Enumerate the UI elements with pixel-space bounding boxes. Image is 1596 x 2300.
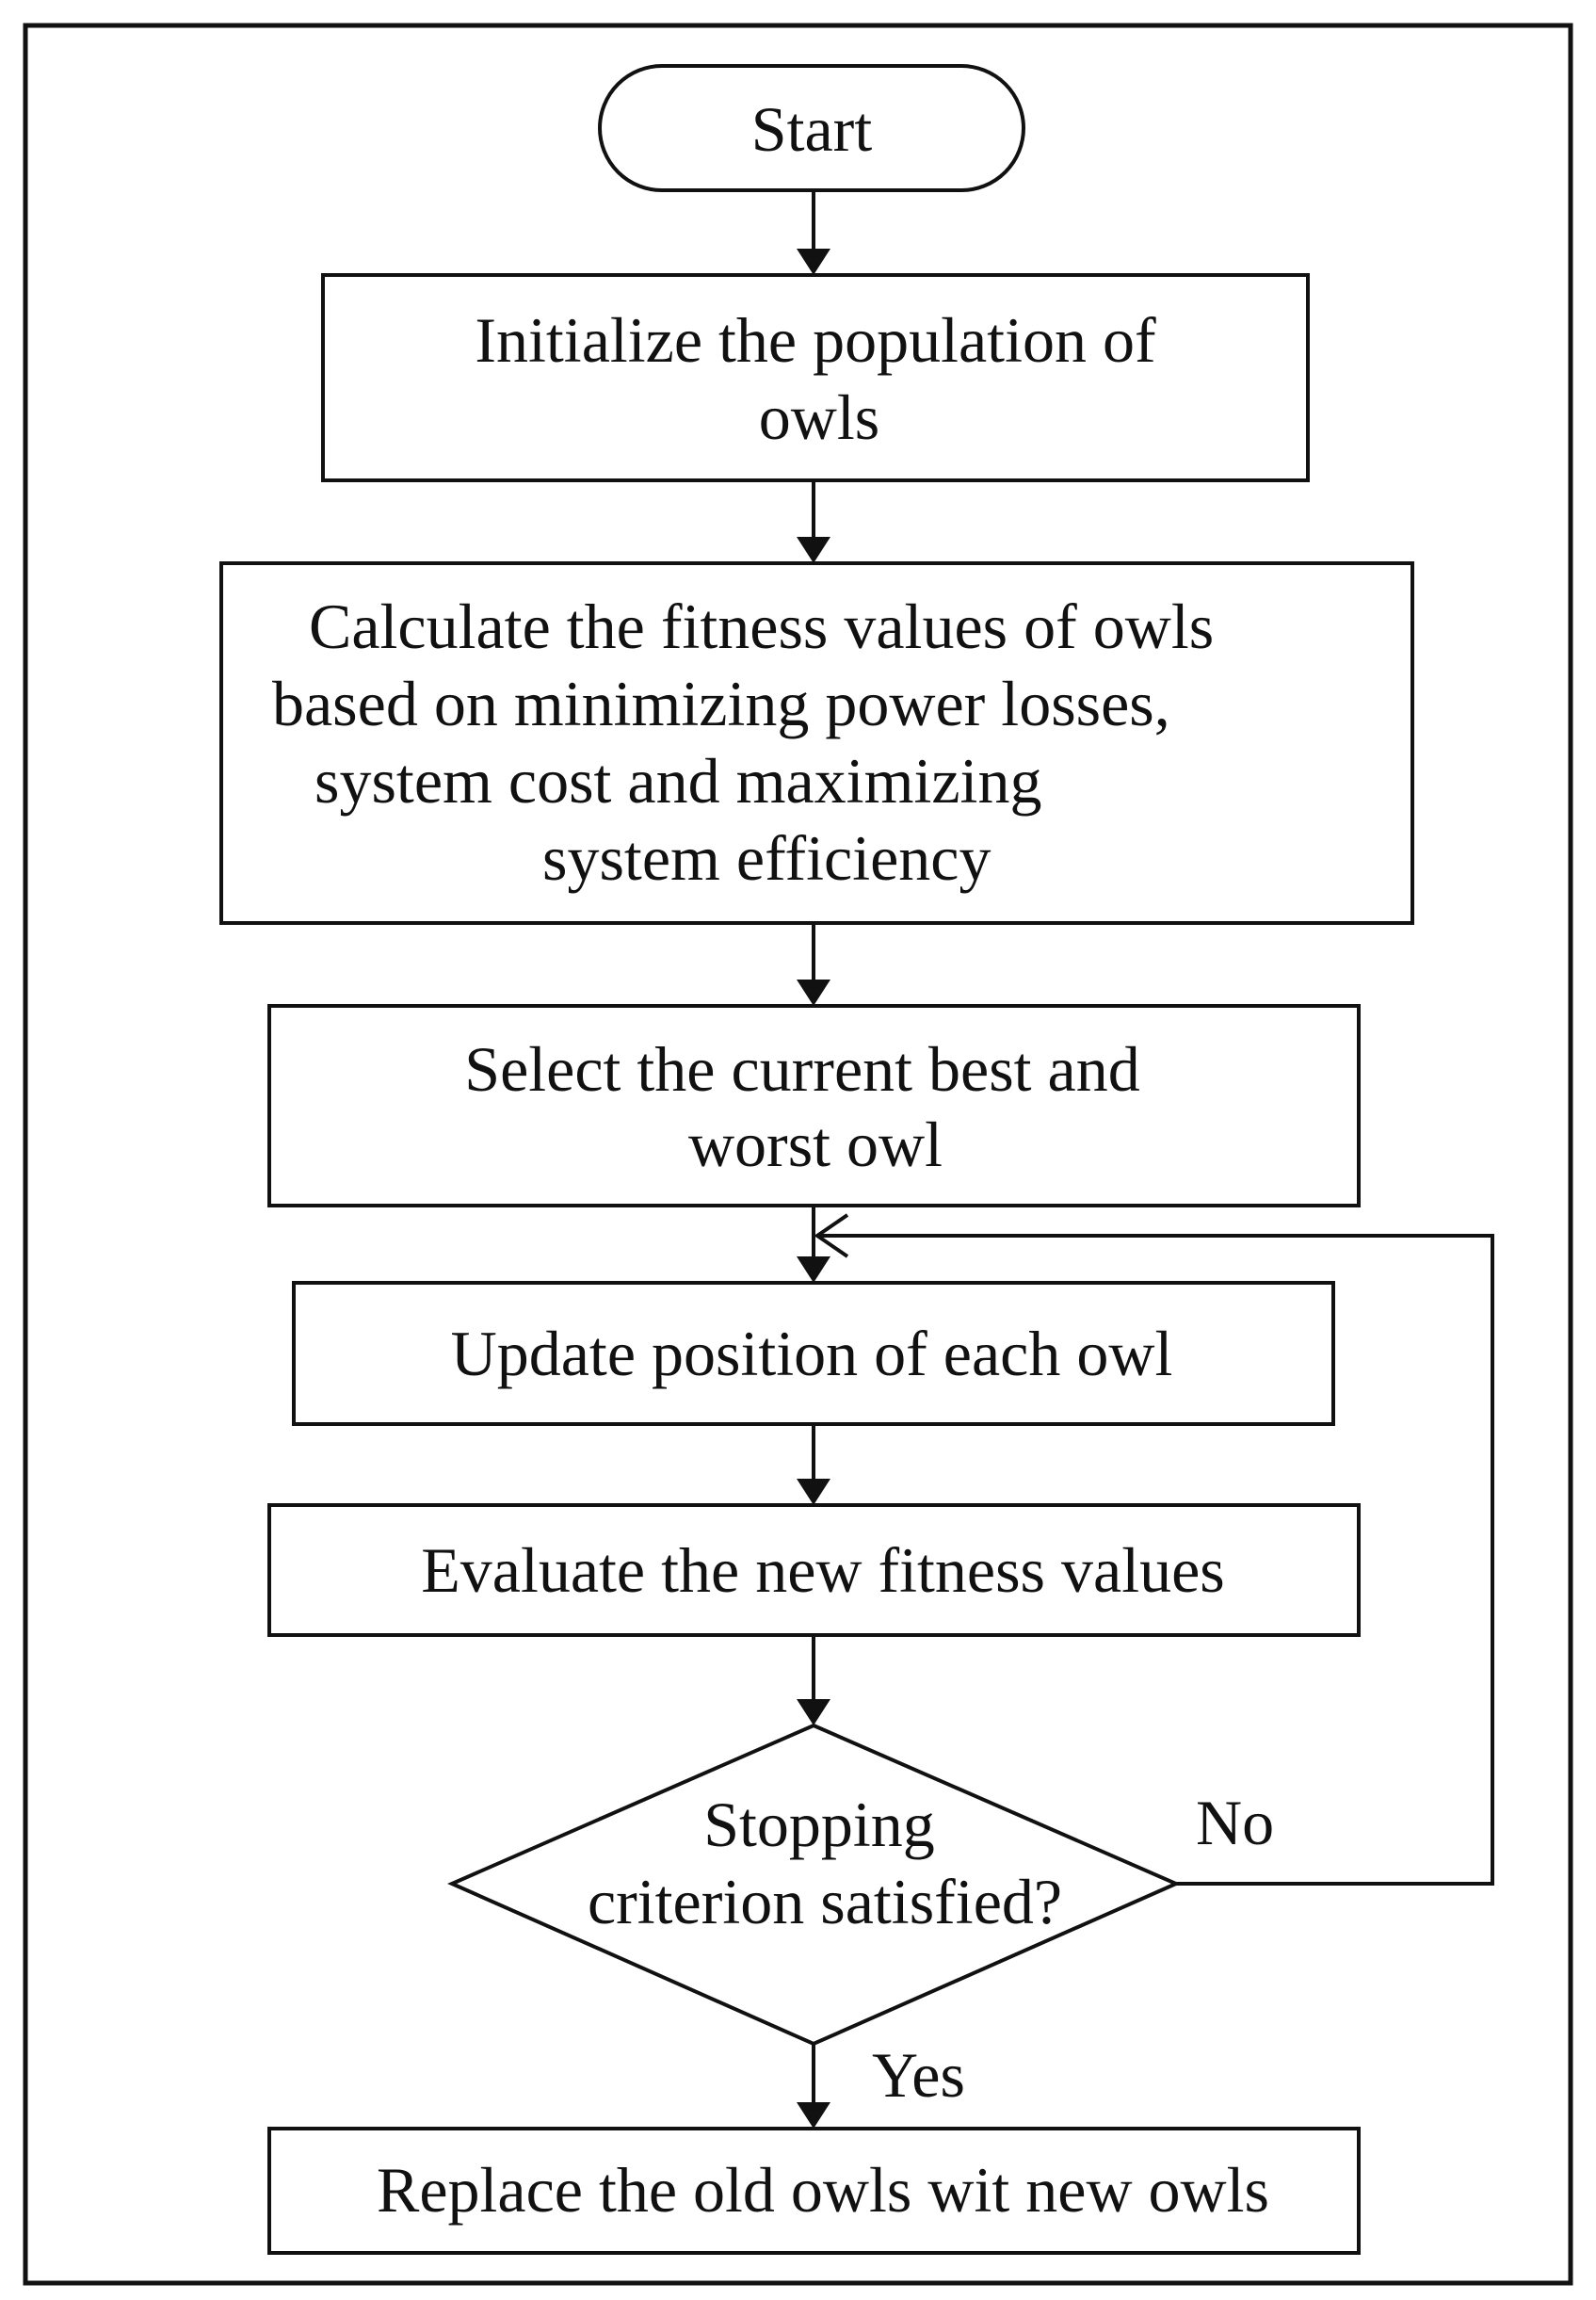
replace-label: Replace the old owls wit new owls	[376, 2154, 1270, 2226]
select-label-line1: Select the current best and	[464, 1033, 1140, 1105]
arrowhead-select	[797, 980, 830, 1006]
initialize-label-line2: owls	[758, 381, 880, 453]
select-label-line2: worst owl	[687, 1109, 943, 1180]
calculate-label-line4: system efficiency	[542, 822, 991, 894]
arrowhead-replace	[797, 2102, 830, 2129]
arrowhead-update	[797, 1256, 830, 1283]
calculate-label-line2: based on minimizing power losses,	[272, 668, 1170, 739]
arrowhead-evaluate	[797, 1479, 830, 1505]
arrowhead-initialize	[797, 249, 830, 275]
yes-label: Yes	[872, 2039, 965, 2111]
evaluate-label: Evaluate the new fitness values	[421, 1534, 1225, 1606]
arrowhead-calculate	[797, 537, 830, 563]
decision-label-line2: criterion satisfied?	[587, 1866, 1063, 1937]
arrowhead-decision	[797, 1699, 830, 1725]
decision-label-line1: Stopping	[703, 1789, 935, 1860]
calculate-label-line3: system cost and maximizing	[314, 745, 1042, 817]
start-label: Start	[750, 93, 873, 165]
update-label: Update position of each owl	[450, 1318, 1173, 1389]
initialize-label-line1: Initialize the population of	[475, 304, 1156, 376]
calculate-label-line1: Calculate the fitness values of owls	[309, 591, 1215, 662]
no-label: No	[1196, 1787, 1275, 1858]
